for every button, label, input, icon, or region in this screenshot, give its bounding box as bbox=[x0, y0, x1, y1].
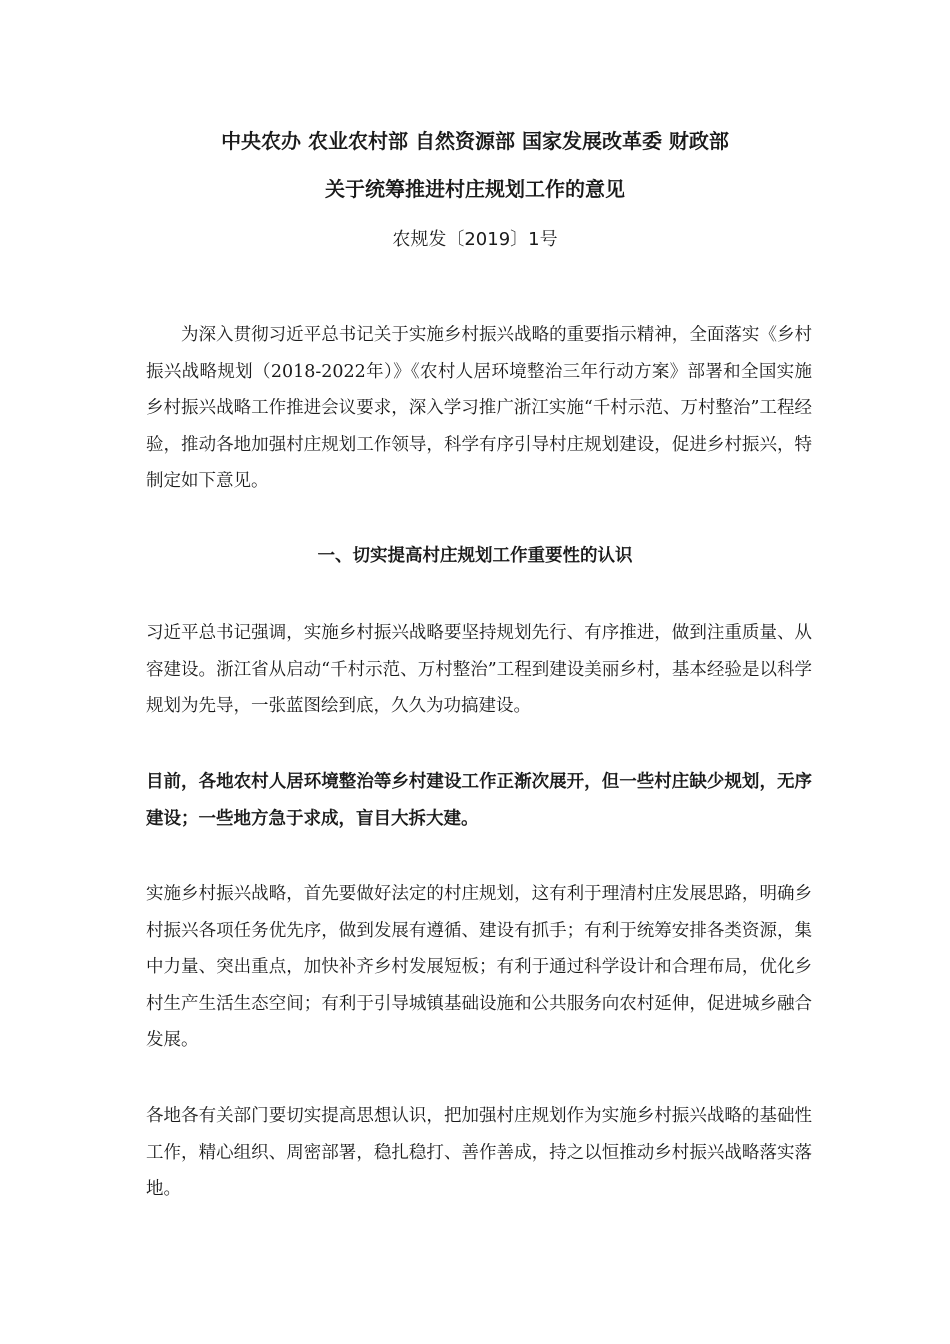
body-paragraph-3: 实施乡村振兴战略，首先要做好法定的村庄规划，这有利于理清村庄发展思路，明确乡村振兴各项任务优先序，做到发展有遵循、建设有抓手；有利于统筹安排各类资源，集中力量、突出重点，加快补齐乡村发展短板；有利于通过科学设计和合理布局，优化乡村生产生活生态空间；有利于引导城镇基础设施和公共服务向农村延伸，促进城乡融合发展。 bbox=[146, 884, 812, 1050]
body-paragraph-2-emphasis: 目前，各地农村人居环境整治等乡村建设工作正渐次展开，但一些村庄缺少规划，无序建设；一些地方急于求成，盲目大拆大建。 bbox=[146, 772, 812, 829]
body-paragraph-4: 各地各有关部门要切实提高思想认识，把加强村庄规划作为实施乡村振兴战略的基础性工作，精心组织、周密部署，稳扎稳打、善作善成，持之以恒推动乡村振兴战略落实落地。 bbox=[146, 1106, 812, 1199]
intro-paragraph: 为深入贯彻习近平总书记关于实施乡村振兴战略的重要指示精神，全面落实《乡村振兴战略规划（2018-2022年）》《农村人居环境整治三年行动方案》部署和全国实施乡村振兴战略工作推进会议要求，深入学习推广浙江实施“千村示范、万村整治”工程经验，推动各地加强村庄规划工作领导，科学有序引导村庄规划建设，促进乡村振兴，特制定如下意见。 bbox=[146, 325, 812, 491]
section-heading-1: 一、切实提高村庄规划工作重要性的认识 bbox=[317, 546, 633, 566]
document-title: 关于统筹推进村庄规划工作的意见 bbox=[325, 177, 625, 201]
body-paragraph-1: 习近平总书记强调，实施乡村振兴战略要坚持规划先行、有序推进，做到注重质量、从容建设。浙江省从启动“千村示范、万村整治”工程到建设美丽乡村，基本经验是以科学规划为先导，一张蓝图绘到底，久久为功搞建设。 bbox=[146, 623, 812, 716]
document-title-issuers: 中央农办 农业农村部 自然资源部 国家发展改革委 财政部 bbox=[221, 129, 729, 153]
document-number: 农规发〔2019〕1号 bbox=[392, 229, 558, 250]
